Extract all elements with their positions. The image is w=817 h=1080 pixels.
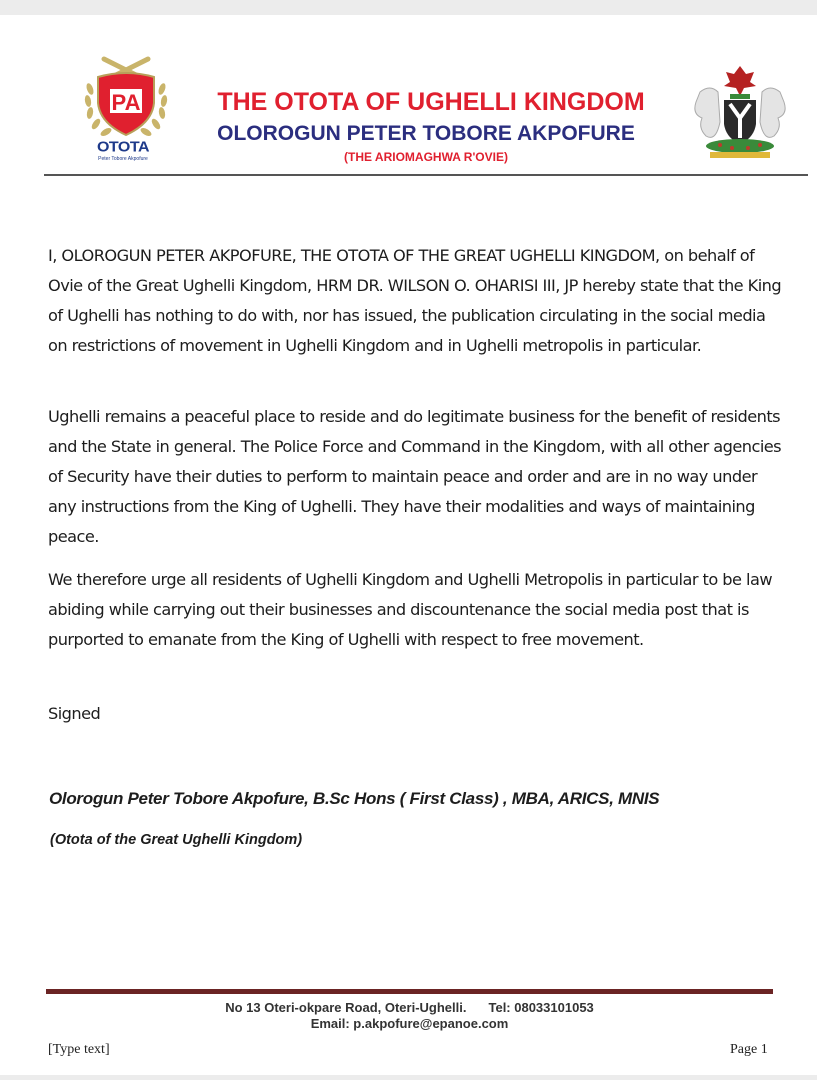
signatory-title: (Otota of the Great Ughelli Kingdom) <box>50 832 303 848</box>
viewer-bottom-bar <box>0 1075 817 1080</box>
letterhead-name: OLOROGUN PETER TOBORE AKPOFURE <box>217 122 635 145</box>
paragraph-disclaimer <box>48 241 788 361</box>
page-number: Page 1 <box>730 1042 768 1057</box>
footer-address: No 13 Oteri-okpare Road, Oteri-Ughelli. <box>225 1000 467 1015</box>
viewer-top-bar <box>0 0 817 15</box>
letterhead-title: THE OTOTA OF UGHELLI KINGDOM <box>217 88 645 116</box>
logo-wordmark: OTOTA <box>96 139 149 156</box>
footer-contact <box>46 1000 773 1032</box>
paragraph-text: Ughelli remains a peaceful place to reside and do legitimate business for the benefit of residents and the State in general. The Police Force and Command in the Kingdom, with all other agencies of Security have their duties to perform to maintain peace and order and are in no way under any instructions from the King of Ughelli. They have their modalities and ways of maintaining peace. <box>48 407 782 546</box>
paragraph-appeal <box>48 565 788 655</box>
nigeria-coat-of-arms-icon <box>680 62 800 162</box>
paragraph-peace <box>48 402 788 552</box>
shield-laurel-icon <box>76 55 176 140</box>
svg-text:PA: PA <box>111 90 141 115</box>
footer-divider <box>46 989 773 994</box>
logo-tagline: Peter Tobore Akpofure <box>98 156 148 162</box>
paragraph-text: We therefore urge all residents of Ughelli Kingdom and Ughelli Metropolis in particular to be law abiding while carrying out their businesses and discountenance the social media post that is purported to emanate from the King of Ughelli with respect to free movement. <box>48 570 773 649</box>
signatory-name: Olorogun Peter Tobore Akpofure, B.Sc Hons ( First Class) , MBA, ARICS, MNIS <box>49 789 660 808</box>
footer-placeholder-text: [Type text] <box>48 1042 110 1057</box>
footer-phone: Tel: 08033101053 <box>488 1000 594 1015</box>
signed-label: Signed <box>48 704 101 723</box>
paragraph-text: I, OLOROGUN PETER AKPOFURE, THE OTOTA OF THE GREAT UGHELLI KINGDOM, on behalf of Ovie of the Great Ughelli Kingdom, HRM DR. WILSON O. OHARISI III, JP hereby state that the King of Ughelli has nothing to do with, nor has issued, the publication circulating in the social media on restrictions of movement in Ughelli Kingdom and in Ughelli metropolis in particular. <box>48 246 782 355</box>
letterhead-subtitle: (THE ARIOMAGHWA R'OVIE) <box>344 150 508 164</box>
header-divider <box>44 174 808 176</box>
footer-email: Email: p.akpofure@epanoe.com <box>310 1016 509 1031</box>
